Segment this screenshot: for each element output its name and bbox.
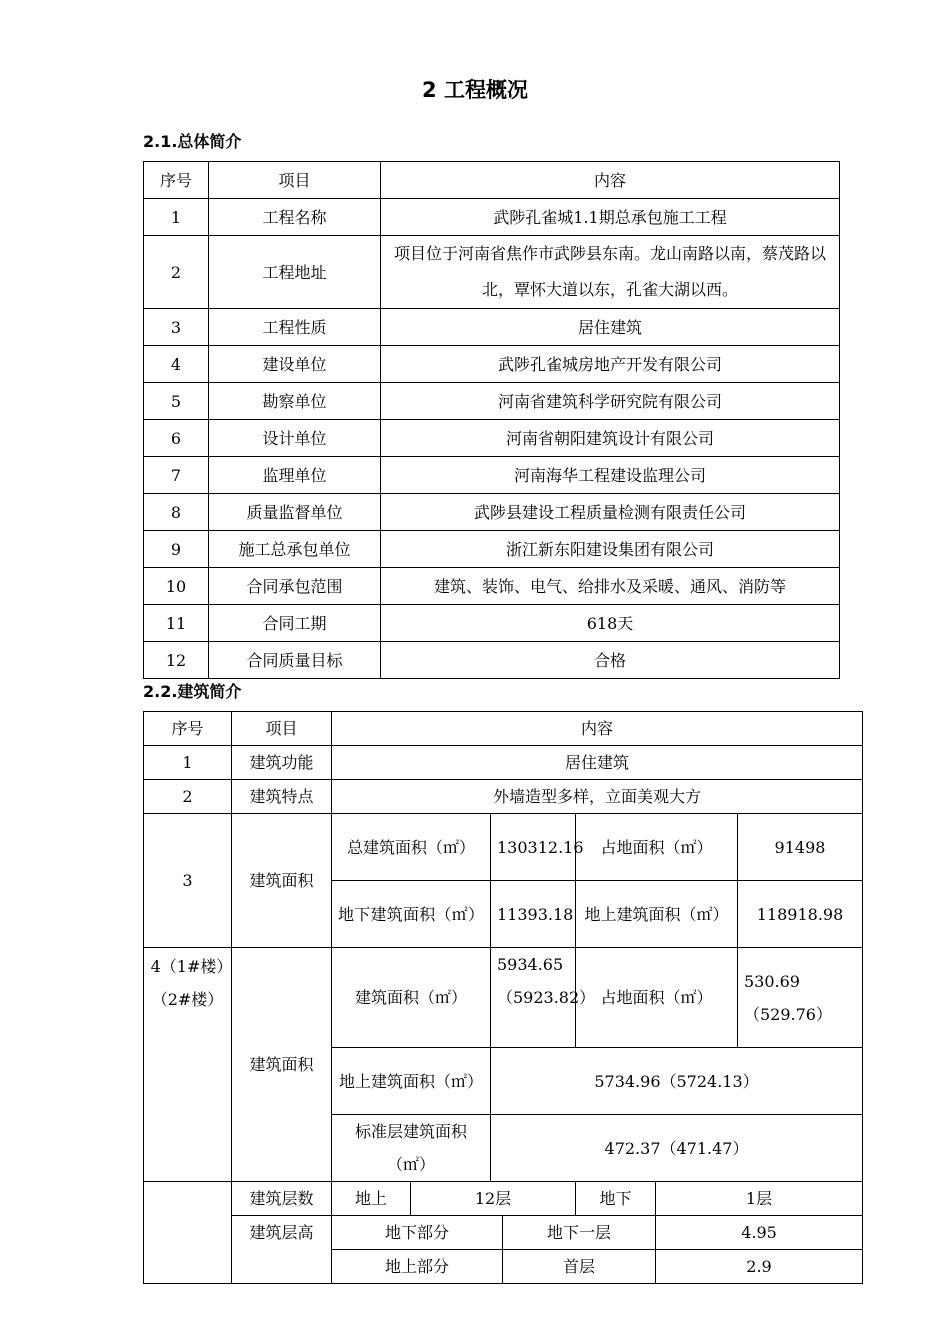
header-cell: 项目 (232, 712, 332, 746)
above-ground-part: 地上部分 (332, 1250, 503, 1284)
section-heading-building: 2.2.建筑简介 (143, 682, 242, 701)
standard-floor-area-label: 标准层建筑面积（㎡） (332, 1115, 491, 1182)
section-heading-overview: 2.1.总体简介 (143, 132, 242, 151)
building-area-value: 5934.65（5923.82） (491, 948, 576, 1048)
row-item: 建设单位 (209, 346, 381, 383)
row-content: 河南省建筑科学研究院有限公司 (381, 383, 840, 420)
standard-floor-area-value: 472.37（471.47） (491, 1115, 863, 1182)
table-row (144, 457, 840, 494)
table-header-row (144, 162, 840, 199)
row-content: 项目位于河南省焦作市武陟县东南。龙山南路以南，蔡茂路以北，覃怀大道以东，孔雀大湖以西。 (381, 236, 840, 309)
row-content: 武陟县建设工程质量检测有限责任公司 (381, 494, 840, 531)
row-content: 河南省朝阳建筑设计有限公司 (381, 420, 840, 457)
header-cell: 序号 (144, 712, 232, 746)
header-cell: 序号 (144, 162, 209, 199)
row-item: 合同质量目标 (209, 642, 381, 679)
table-row (144, 642, 840, 679)
row-item: 施工总承包单位 (209, 531, 381, 568)
row-content: 建筑、装饰、电气、给排水及采暖、通风、消防等 (381, 568, 840, 605)
row-number: 9 (144, 531, 209, 568)
footprint-value: 91498 (738, 814, 863, 881)
above-ground-floors: 12层 (411, 1182, 576, 1216)
row-content: 居住建筑 (381, 309, 840, 346)
row-item: 建筑功能 (232, 746, 332, 780)
table-row (144, 948, 863, 1048)
row-content: 武陟孔雀城1.1期总承包施工工程 (381, 199, 840, 236)
table-row (144, 780, 863, 814)
row-number: 1 (144, 746, 232, 780)
above-ground-area-value: 5734.96（5724.13） (491, 1048, 863, 1115)
row-number: 2 (144, 236, 209, 309)
row-item: 建筑面积 (232, 948, 332, 1182)
below-ground-label: 地下 (576, 1182, 656, 1216)
row-item: 工程名称 (209, 199, 381, 236)
table-row (144, 746, 863, 780)
row-content: 河南海华工程建设监理公司 (381, 457, 840, 494)
row-item: 设计单位 (209, 420, 381, 457)
row-content: 618天 (381, 605, 840, 642)
underground-part: 地下部分 (332, 1216, 503, 1250)
row-number: 10 (144, 568, 209, 605)
underground-area-value: 11393.18 (491, 881, 576, 948)
row-number: 3 (144, 814, 232, 948)
row-content: 外墙造型多样，立面美观大方 (332, 780, 863, 814)
table-row (144, 605, 840, 642)
table-row (144, 309, 840, 346)
table-row (144, 1216, 863, 1250)
row-number: 6 (144, 420, 209, 457)
underground-area-label: 地下建筑面积（㎡） (332, 881, 491, 948)
above-ground-label: 地上 (332, 1182, 411, 1216)
table-row (144, 236, 840, 309)
table-row (144, 568, 840, 605)
row-item: 合同承包范围 (209, 568, 381, 605)
row-item: 建筑特点 (232, 780, 332, 814)
page-title: 2 工程概况 (422, 78, 528, 102)
row-number: 8 (144, 494, 209, 531)
height-item: 建筑层高 (232, 1216, 332, 1284)
above-ground-area-label: 地上建筑面积（㎡） (576, 881, 738, 948)
table-row (144, 199, 840, 236)
table-row (144, 1182, 863, 1216)
row-number: 12 (144, 642, 209, 679)
row-item: 工程性质 (209, 309, 381, 346)
row-content: 武陟孔雀城房地产开发有限公司 (381, 346, 840, 383)
footprint-label: 占地面积（㎡） (576, 948, 738, 1048)
row-content: 浙江新东阳建设集团有限公司 (381, 531, 840, 568)
table-row (144, 346, 840, 383)
overview-table (143, 161, 840, 679)
first-floor-level: 首层 (503, 1250, 656, 1284)
underground-height: 4.95 (656, 1216, 863, 1250)
row-item: 建筑面积 (232, 814, 332, 948)
row-item: 工程地址 (209, 236, 381, 309)
footprint-label: 占地面积（㎡） (576, 814, 738, 881)
table-row (144, 814, 863, 881)
row-number: 1 (144, 199, 209, 236)
table-header-row (144, 712, 863, 746)
below-ground-floors: 1层 (656, 1182, 863, 1216)
row-number: 5 (144, 383, 209, 420)
above-ground-area-label: 地上建筑面积（㎡） (332, 1048, 491, 1115)
row-content: 合格 (381, 642, 840, 679)
table-row (144, 494, 840, 531)
table-row (144, 383, 840, 420)
footprint-value: 530.69（529.76） (738, 948, 863, 1048)
row-item: 勘察单位 (209, 383, 381, 420)
row-item: 合同工期 (209, 605, 381, 642)
row-number: 4 (144, 346, 209, 383)
row-content: 居住建筑 (332, 746, 863, 780)
header-cell: 内容 (332, 712, 863, 746)
row-number: 7 (144, 457, 209, 494)
floors-item: 建筑层数 (232, 1182, 332, 1216)
table-row (144, 531, 840, 568)
row-number: 4（1#楼）（2#楼） (144, 948, 232, 1182)
row-item: 质量监督单位 (209, 494, 381, 531)
row-number: 11 (144, 605, 209, 642)
building-area-label: 建筑面积（㎡） (332, 948, 491, 1048)
row-item: 监理单位 (209, 457, 381, 494)
total-area-value: 130312.16 (491, 814, 576, 881)
first-floor-height: 2.9 (656, 1250, 863, 1284)
underground-level: 地下一层 (503, 1216, 656, 1250)
row-number: 3 (144, 309, 209, 346)
table-row (144, 420, 840, 457)
row-number: 2 (144, 780, 232, 814)
building-table (143, 711, 863, 1284)
header-cell: 内容 (381, 162, 840, 199)
total-area-label: 总建筑面积（㎡） (332, 814, 491, 881)
header-cell: 项目 (209, 162, 381, 199)
above-ground-area-value: 118918.98 (738, 881, 863, 948)
